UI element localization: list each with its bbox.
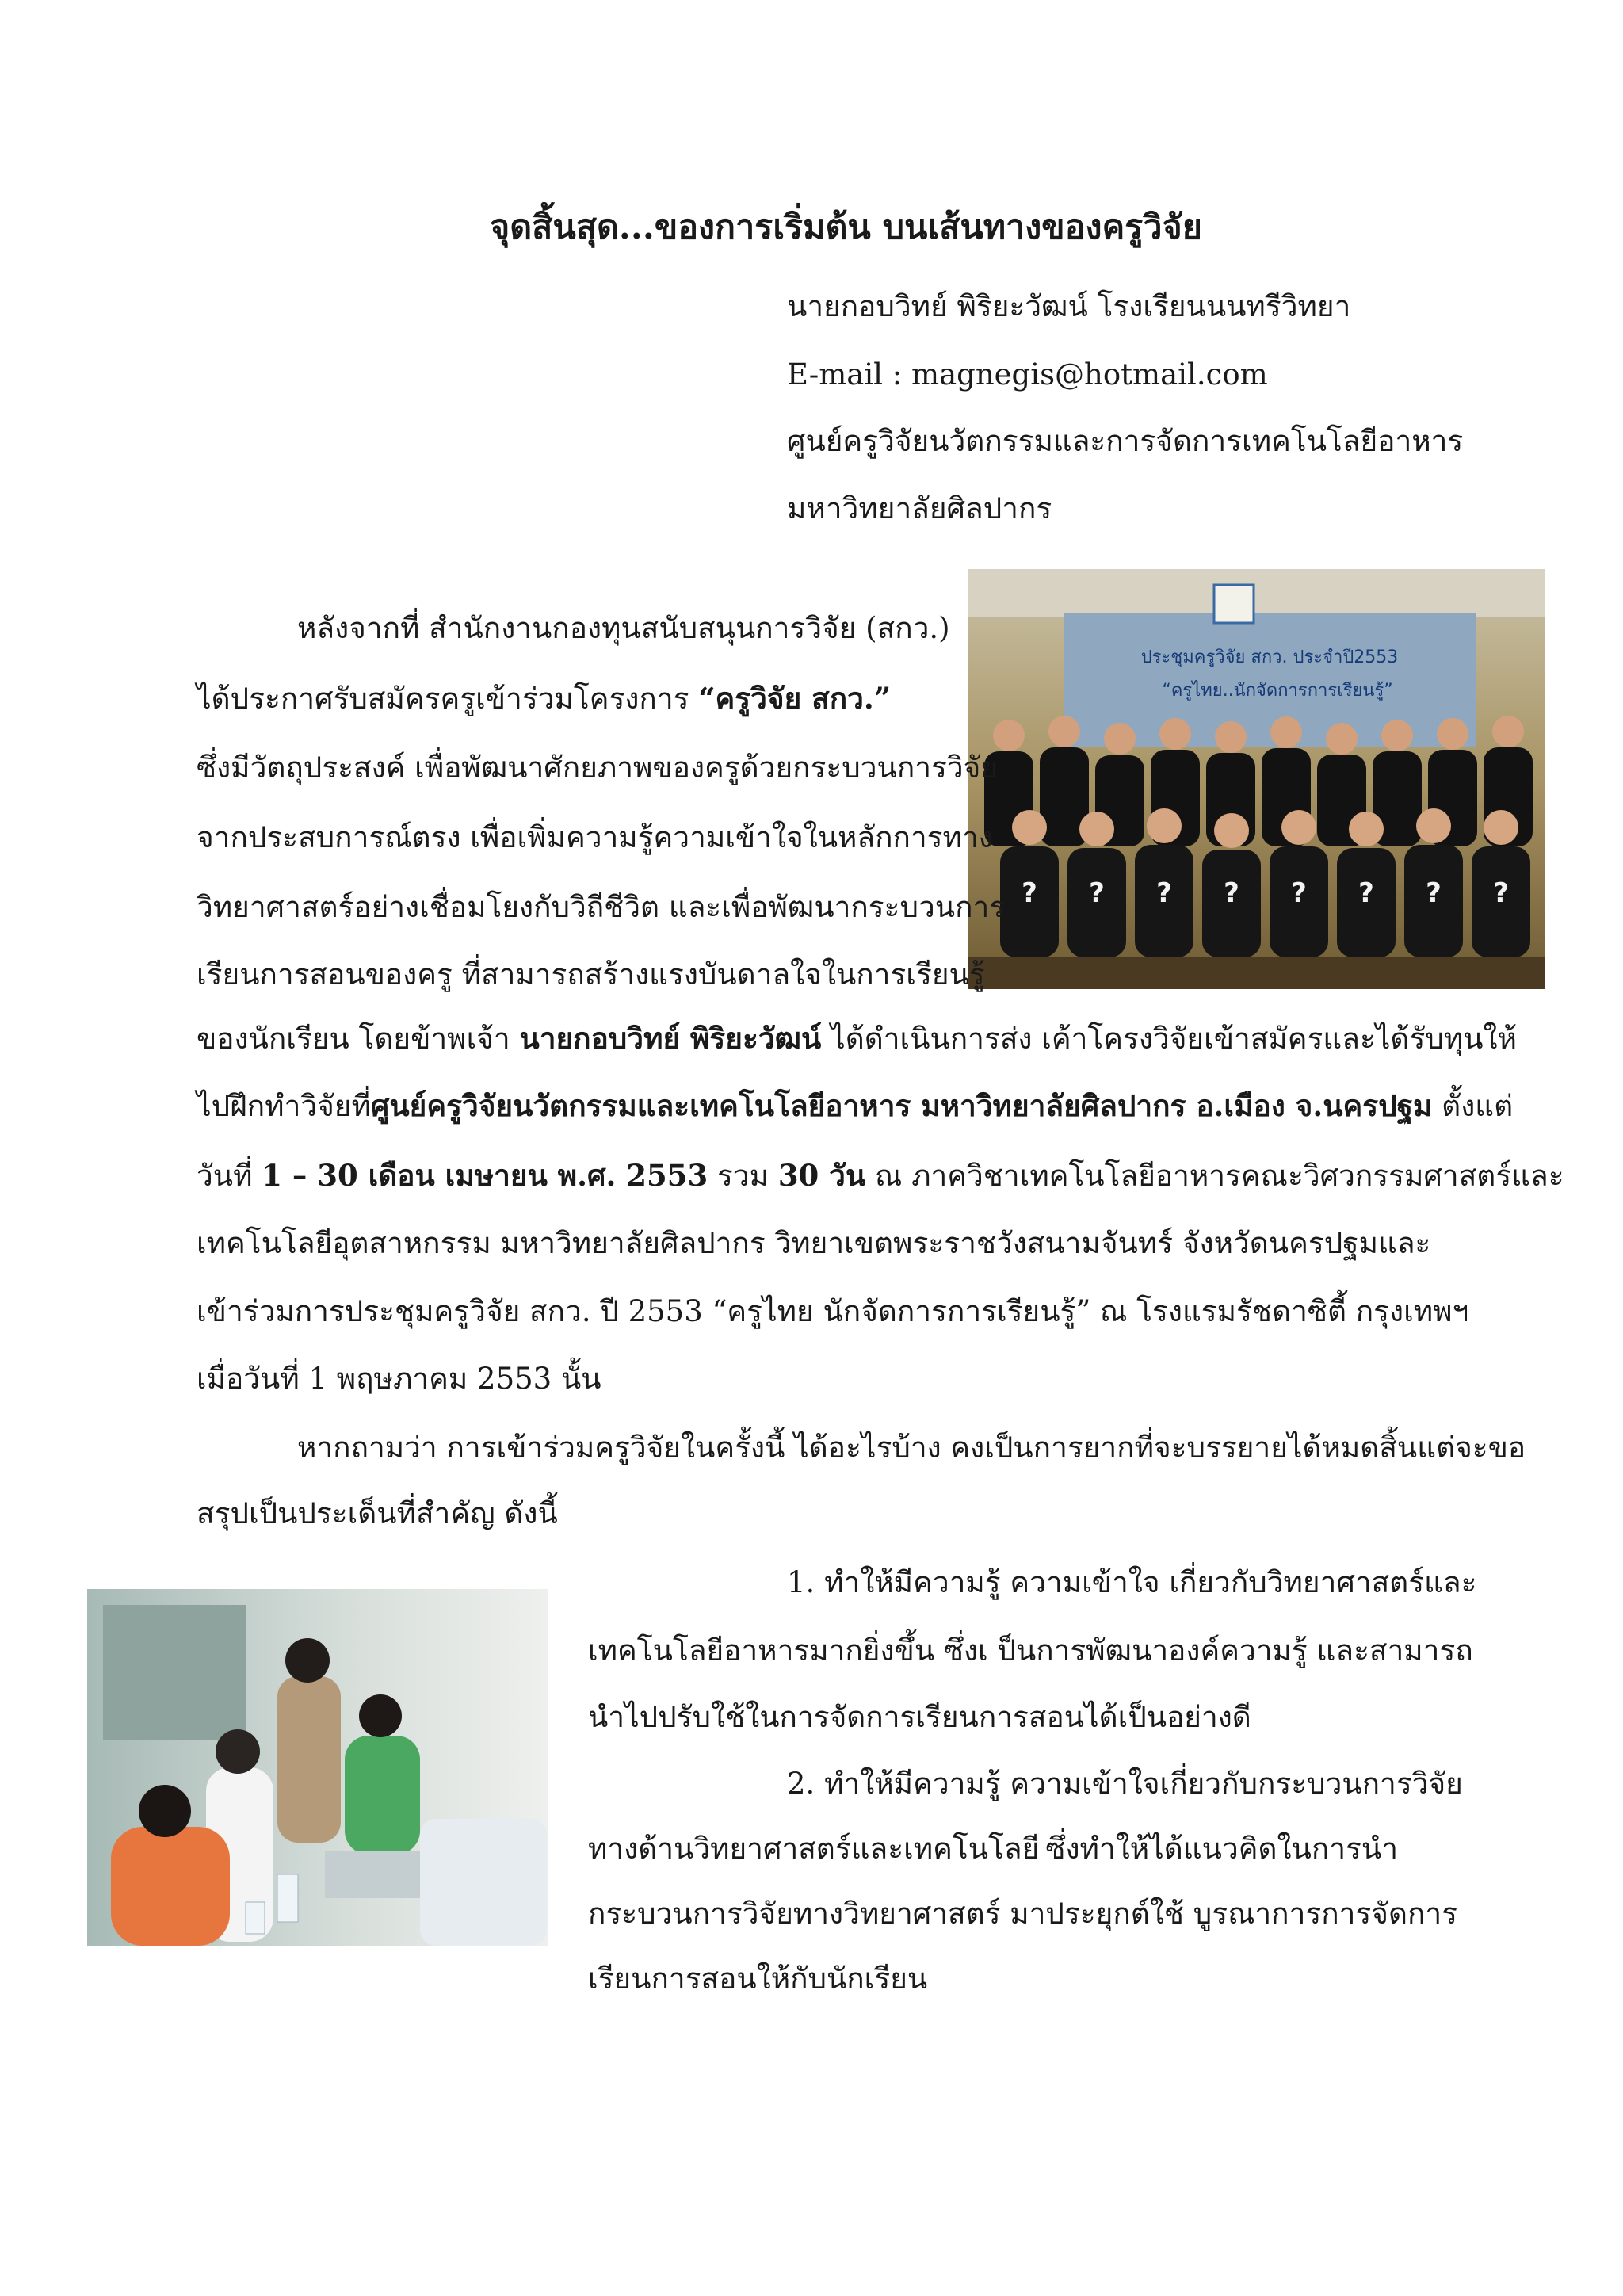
point-2-line-2 [588, 1829, 1398, 1869]
point-1-line-3: นำไปปรับใช้ในการจัดการเรียนการสอนได้เป็นอย่างดี [588, 1700, 1251, 1734]
intro-line-9-text: วันที่ [197, 1159, 262, 1193]
author-name-inline: นายกอบวิทย์ พิริยะวัฒน์ [519, 1021, 822, 1056]
lab-photo-image [87, 1589, 548, 1946]
shirt-mark: ? [1156, 877, 1172, 909]
intro-line-11: เข้าร่วมการประชุมครูวิจัย สกว. ปี 2553 “ครูไทย นักจัดการการเรียนรู้” ณ โรงแรมรัชดาซิตี้ กรุงเทพฯ [197, 1294, 1469, 1328]
page-title: จุดสิ้นสุด...ของการเริ่มต้น บนเส้นทางของครูวิจัย [490, 208, 1202, 247]
point-2-line-3: กระบวนการวิจัยทางวิทยาศาสตร์ มาประยุกต์ใช้ บูรณาการการจัดการ [588, 1897, 1458, 1931]
group-photo [968, 569, 1545, 989]
lab-photo [87, 1589, 548, 1946]
intro-line-7-text: ของนักเรียน โดยข้าพเจ้า [197, 1022, 520, 1056]
intro-line-8 [197, 1086, 1513, 1126]
point-1-line-1: 1. ทำให้มีความรู้ ความเข้าใจ เกี่ยวกับวิทยาศาสตร์และ [787, 1565, 1477, 1599]
shirt-mark: ? [1291, 877, 1307, 909]
group-banner-text-1: ประชุมครูวิจัย สกว. ประจำปี2553 [1140, 648, 1399, 667]
training-days: 30 วัน [777, 1158, 866, 1193]
intro-line-8-text: ไปฝึกทำวิจัยที่ [197, 1089, 371, 1123]
shirt-mark: ? [1358, 877, 1374, 909]
project-name: “ครูวิจัย สกว.” [698, 681, 892, 716]
author-university: มหาวิทยาลัยศิลปากร [787, 491, 1052, 525]
intro-line-8-rest: ตั้งแต่ [1432, 1089, 1514, 1123]
author-email: E-mail : magnegis@hotmail.com [787, 357, 1268, 392]
intro-line-10-text: เทคโนโลยีอุตสาหกรรม มหาวิทยาลัยศิลปากร วิทยาเขตพระราชวังสนามจันทร์ จังหวัดนครปฐม [197, 1226, 1378, 1260]
shirt-mark: ? [1224, 877, 1239, 909]
intro-line-6: เรียนการสอนของครู ที่สามารถสร้างแรงบันดาลใจในการเรียนรู้ [197, 957, 985, 991]
group-banner-text-2: “ครูไทย..นักจัดการการเรียนรู้” [1162, 681, 1393, 701]
point-2-line-2-rest: ซึ่งทำให้ได้แนวคิดในการนำ [1045, 1832, 1398, 1866]
training-dates: 1 – 30 เดือน เมษายน พ.ศ. 2553 [262, 1158, 708, 1193]
intro-line-3: ซึ่งมีวัตถุประสงค์ เพื่อพัฒนาศักยภาพของครูด้วยกระบวนการวิจัย [197, 751, 999, 785]
intro-line-9-total: รวม [708, 1159, 778, 1193]
question-line-1: หากถามว่า การเข้าร่วมครูวิจัยในครั้งนี้ ได้อะไรบ้าง คงเป็นการยากที่จะบรรยายได้หมดสิ้นแต่จะขอ [297, 1431, 1526, 1465]
intro-line-1: หลังจากที่ สำนักงานกองทุนสนับสนุนการวิจัย (สกว.) [297, 611, 950, 645]
point-2-line-2-text: ทางด้านวิทยาศาสตร์และเทคโนโลยี [588, 1832, 1040, 1866]
shirt-mark: ? [1022, 877, 1037, 909]
question-line-2: สรุปเป็นประเด็นที่สำคัญ ดังนี้ [197, 1496, 558, 1530]
shirt-mark: ? [1493, 877, 1509, 909]
intro-line-7-rest: ได้ดำเนินการส่ง เค้าโครงวิจัยเข้าสมัครและได้รับทุนให้ [821, 1022, 1517, 1056]
intro-line-5: วิทยาศาสตร์อย่างเชื่อมโยงกับวิถีชีวิต และเพื่อพัฒนากระบวนการ [197, 890, 1006, 924]
author-name: นายกอบวิทย์ พิริยะวัฒน์ โรงเรียนนนทรีวิทยา [787, 289, 1351, 323]
intro-line-4: จากประสบการณ์ตรง เพื่อเพิ่มความรู้ความเข้าใจในหลักการทาง [197, 820, 993, 854]
intro-line-9 [197, 1156, 1564, 1196]
intro-line-7 [197, 1018, 1517, 1059]
intro-line-2-text: ได้ประกาศรับสมัครครูเข้าร่วมโครงการ [197, 682, 699, 716]
point-2-line-1: 2. ทำให้มีความรู้ ความเข้าใจเกี่ยวกับกระบวนการวิจัย [787, 1767, 1463, 1801]
group-photo-image [968, 569, 1545, 989]
shirt-mark: ? [1426, 877, 1442, 909]
author-affiliation: ศูนย์ครูวิจัยนวัตกรรมและการจัดการเทคโนโลยีอาหาร [787, 424, 1464, 458]
research-center-inline: ศูนย์ครูวิจัยนวัตกรรมและเทคโนโลยีอาหาร มหาวิทยาลัยศิลปากร อ.เมือง จ.นครปฐม [370, 1088, 1433, 1123]
intro-line-10 [197, 1224, 1431, 1263]
intro-line-10-end: และ [1377, 1226, 1431, 1260]
point-1-line-2: เทคโนโลยีอาหารมากยิ่งขึ้น ซึ่งเ ป็นการพัฒนาองค์ความรู้ และสามารถ [588, 1633, 1473, 1668]
intro-line-2 [197, 678, 891, 719]
point-2-line-4: เรียนการสอนให้กับนักเรียน [588, 1962, 928, 1996]
intro-line-12: เมื่อวันที่ 1 พฤษภาคม 2553 นั้น [197, 1362, 601, 1396]
shirt-mark: ? [1089, 877, 1105, 909]
intro-line-9-rest: ณ ภาควิชาเทคโนโลยีอาหารคณะวิศวกรรมศาสตร์และ [865, 1159, 1564, 1193]
